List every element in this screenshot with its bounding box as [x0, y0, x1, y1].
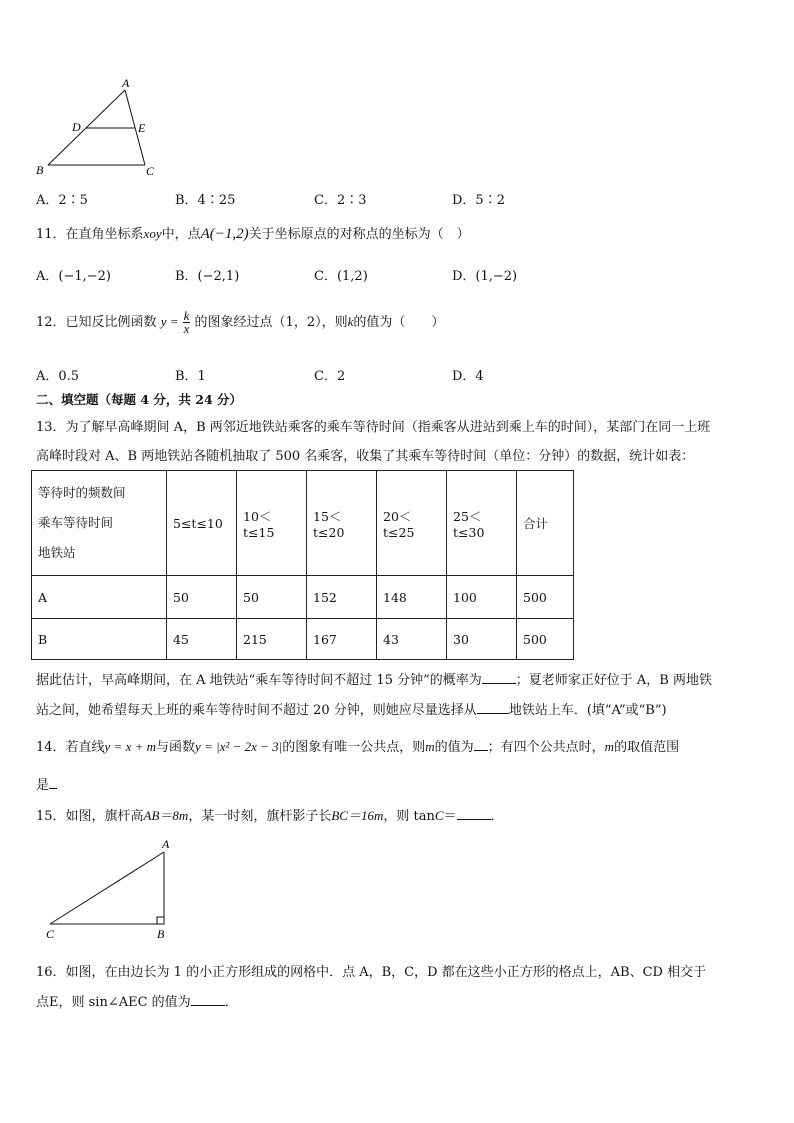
table-cell: 215	[237, 619, 307, 660]
option-a: A．2∶5	[36, 193, 88, 208]
answer-blank[interactable]	[477, 701, 509, 714]
label-a: A	[162, 837, 170, 851]
option-b: B．(−2,1)	[175, 269, 240, 284]
option-c: C．2	[314, 369, 346, 384]
flagpole-figure	[40, 836, 180, 944]
q16-line2: 点E，则 sin∠AEC 的值为 ．	[36, 995, 238, 1010]
answer-blank[interactable]	[49, 776, 57, 789]
column-header: 15＜t≤20	[307, 471, 377, 576]
table-cell: 152	[307, 576, 377, 619]
column-header: 20＜t≤25	[377, 471, 447, 576]
column-header: 25＜t≤30	[447, 471, 517, 576]
table-cell: 43	[377, 619, 447, 660]
wait-time-table	[31, 470, 574, 660]
option-a: A．(−1,−2)	[36, 269, 111, 284]
triangle-figure-1	[30, 76, 160, 180]
table-cell: 167	[307, 619, 377, 660]
q13-after-line2: 站之间，她希望每天上班的乘车等待时间不超过 20 分钟，则她应尽量选择从 地铁站上车．(填“A”或“B”)	[36, 703, 667, 718]
table-cell: 30	[447, 619, 517, 660]
label-d: D	[72, 120, 81, 134]
answer-blank[interactable]	[474, 738, 488, 751]
question-11: 11．在直角坐标系xoy中，点A(−1,2)关于坐标原点的对称点的坐标为（ ）	[36, 226, 470, 242]
question-14: 14．若直线y = x + m与函数y = |x² − 2x − 3|的图象有唯一公共点，则m的值为 ；有四个公共点时，m的取值范围	[36, 739, 680, 755]
station-cell: A	[32, 576, 167, 619]
q13-line1: 13．为了解早高峰期间 A，B 两邻近地铁站乘客的乘车等待时间（指乘客从进站到乘上车的时间），某部门在同一上班	[36, 420, 711, 435]
table-cell: 500	[517, 576, 574, 619]
option-b: B．1	[175, 369, 206, 384]
q13-after-line1: 据此估计，早高峰期间，在 A 地铁站“乘车等待时间不超过 15 分钟”的概率为 ；夏老师家正好位于 A，B 两地铁	[36, 673, 712, 688]
option-d: D．4	[452, 369, 484, 384]
column-header: 5≤t≤10	[167, 471, 237, 576]
option-d: D．(1,−2)	[452, 269, 518, 284]
q13-line2: 高峰时段对 A、B 两地铁站各随机抽取了 500 名乘客，收集了其乘车等待时间（单位：分钟）的数据，统计如表：	[36, 449, 695, 464]
label-c: C	[146, 164, 155, 178]
table-cell: 50	[167, 576, 237, 619]
label-b: B	[36, 163, 44, 177]
q14-line2: 是	[36, 774, 57, 793]
option-b: B．4∶25	[175, 193, 236, 208]
table-row	[32, 576, 574, 619]
option-d: D．5∶2	[452, 193, 505, 208]
station-cell: B	[32, 619, 167, 660]
question-15: 15．如图，旗杆高AB＝8m，某一时刻，旗杆影子长BC＝16m，则 tanC＝ ．	[36, 808, 504, 824]
table-cell: 148	[377, 576, 447, 619]
option-a: A．0.5	[36, 369, 80, 384]
table-cell: 500	[517, 619, 574, 660]
q16-line1: 16．如图，在由边长为 1 的小正方形组成的网格中．点 A，B，C，D 都在这些小正方形的格点上，AB、CD 相交于	[36, 965, 707, 980]
answer-blank[interactable]	[457, 807, 491, 820]
label-c: C	[46, 927, 55, 941]
answer-blank[interactable]	[191, 993, 225, 1006]
question-12: 12．已知反比例函数 y = $\frac{k}{x}$ 的图象经过点（1，2），则k的值为（ ）	[36, 308, 445, 336]
table-cell: 50	[237, 576, 307, 619]
label-e: E	[138, 121, 146, 135]
table-cell: 100	[447, 576, 517, 619]
option-c: C．(1,2)	[314, 269, 368, 284]
column-header: 合计	[517, 471, 574, 576]
label-a: A	[122, 76, 130, 90]
section-title: 二、填空题（每题 4 分，共 24 分）	[36, 392, 243, 407]
label-b: B	[157, 927, 165, 941]
table-header-row	[32, 471, 574, 576]
column-header: 10＜t≤15	[237, 471, 307, 576]
option-c: C．2∶3	[314, 193, 367, 208]
table-cell: 45	[167, 619, 237, 660]
table-header-diagonal: 等待时的频数间 乘车等待时间 地铁站	[32, 471, 167, 576]
answer-blank[interactable]	[482, 671, 516, 684]
table-row	[32, 619, 574, 660]
